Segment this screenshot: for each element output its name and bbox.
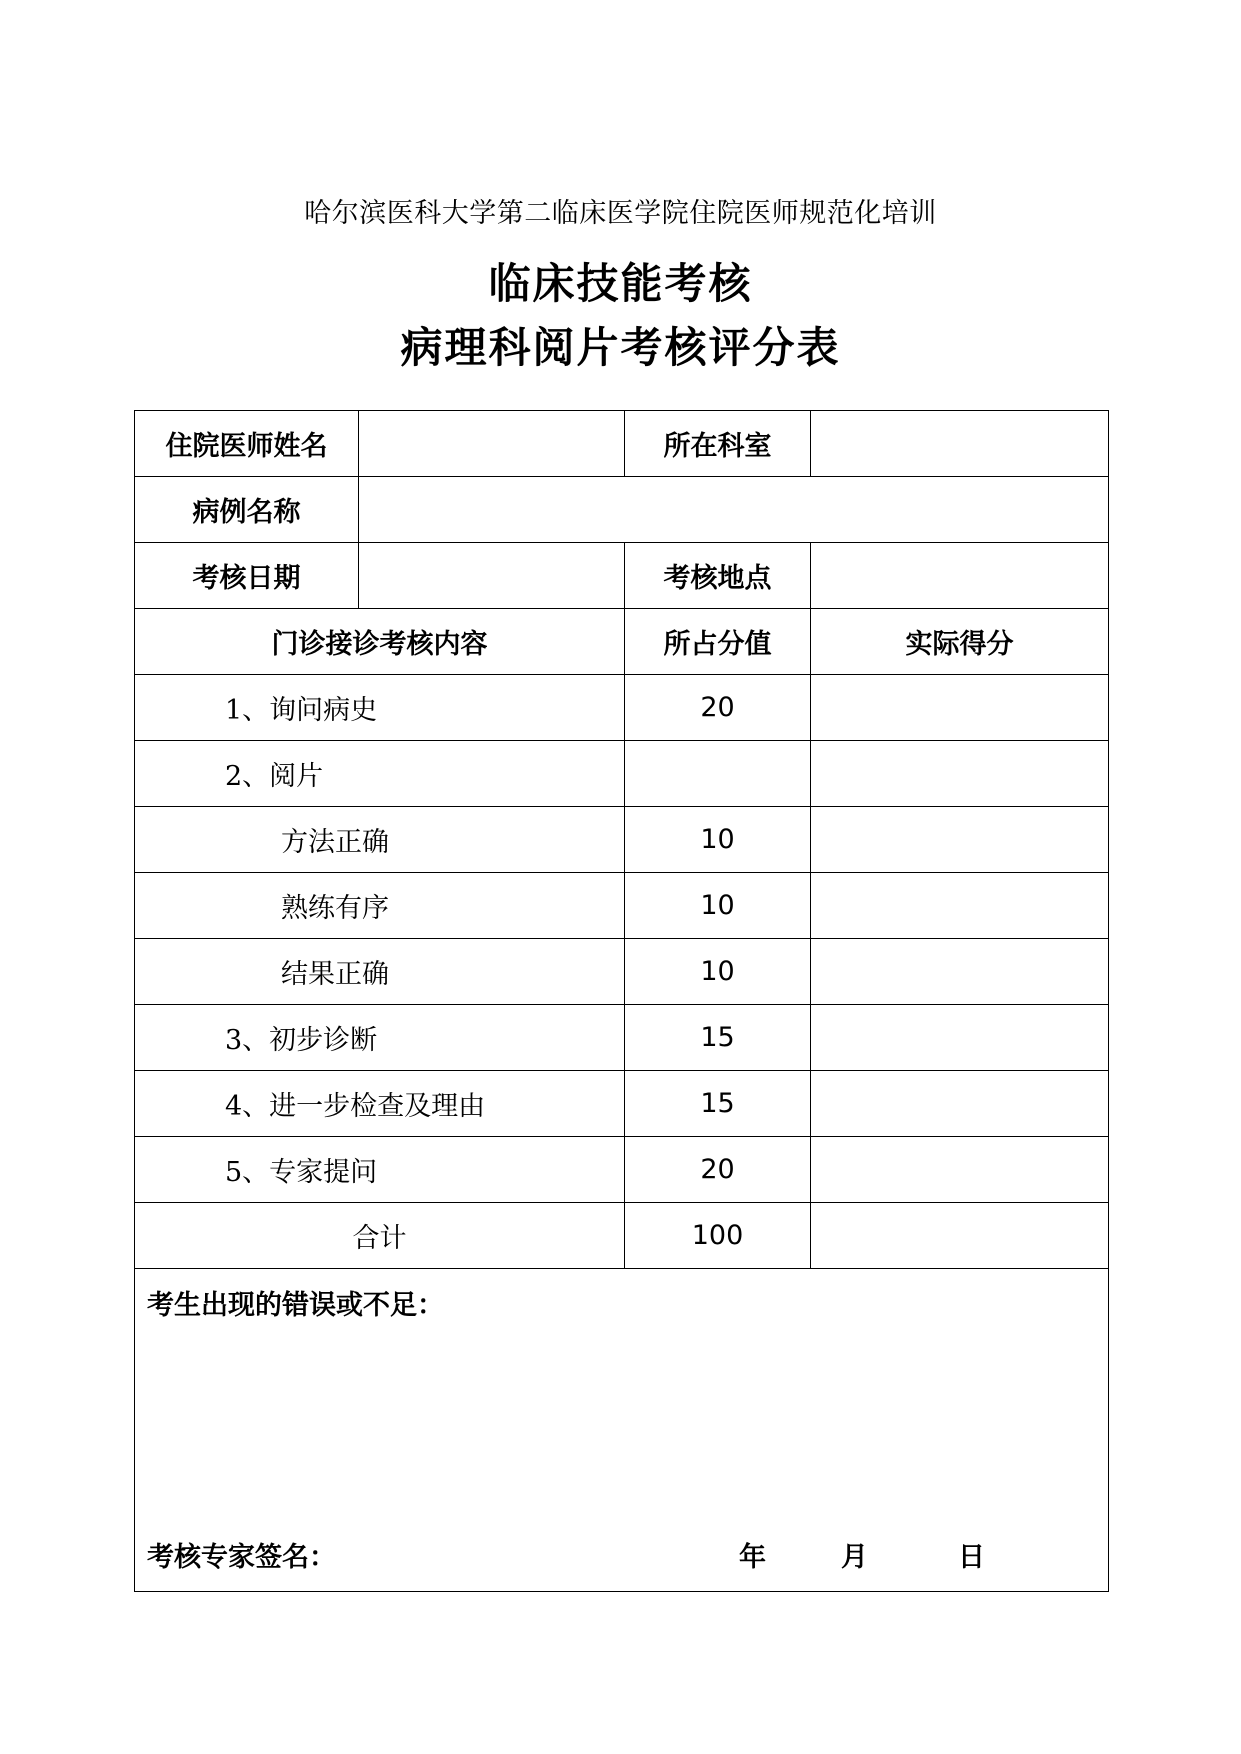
- points-header: 所占分值: [625, 609, 811, 675]
- exam-date-label: 考核日期: [135, 543, 359, 609]
- department-field[interactable]: [811, 411, 1109, 477]
- case-name-label: 病例名称: [135, 477, 359, 543]
- item-score-field[interactable]: [811, 1005, 1109, 1071]
- item-score-field[interactable]: [811, 939, 1109, 1005]
- table-header-row: [135, 609, 1109, 675]
- year-label: 年: [739, 1542, 766, 1573]
- case-row: [135, 477, 1109, 543]
- item-label: 2、阅片: [135, 741, 625, 807]
- total-score-field[interactable]: [811, 1203, 1109, 1269]
- total-row: [135, 1203, 1109, 1269]
- table-row: [135, 741, 1109, 807]
- item-label: 方法正确: [135, 807, 625, 873]
- errors-label: 考生出现的错误或不足：: [147, 1290, 444, 1321]
- month-label: 月: [841, 1542, 868, 1573]
- exam-row: [135, 543, 1109, 609]
- table-row: [135, 1071, 1109, 1137]
- scoring-table: [134, 410, 1109, 1592]
- item-points: 15: [625, 1071, 811, 1137]
- item-label: 5、专家提问: [135, 1137, 625, 1203]
- department-label: 所在科室: [625, 411, 811, 477]
- item-score-field[interactable]: [811, 675, 1109, 741]
- content-header: 门诊接诊考核内容: [135, 609, 625, 675]
- exam-date-field[interactable]: [359, 543, 625, 609]
- table-row: [135, 675, 1109, 741]
- item-score-field[interactable]: [811, 1071, 1109, 1137]
- table-row: [135, 1005, 1109, 1071]
- table-row: [135, 1137, 1109, 1203]
- resident-name-field[interactable]: [359, 411, 625, 477]
- resident-row: [135, 411, 1109, 477]
- form-title: 病理科阅片考核评分表: [400, 323, 841, 372]
- resident-name-label: 住院医师姓名: [135, 411, 359, 477]
- item-points: 20: [625, 1137, 811, 1203]
- table-row: [135, 873, 1109, 939]
- item-points: 10: [625, 939, 811, 1005]
- table-row: [135, 939, 1109, 1005]
- table-row: [135, 807, 1109, 873]
- page-title: 临床技能考核: [488, 259, 753, 308]
- item-label: 3、初步诊断: [135, 1005, 625, 1071]
- item-score-field[interactable]: [811, 1137, 1109, 1203]
- item-score-field[interactable]: [811, 807, 1109, 873]
- item-points: 10: [625, 873, 811, 939]
- item-label: 结果正确: [135, 939, 625, 1005]
- item-label: 4、进一步检查及理由: [135, 1071, 625, 1137]
- item-label: 1、询问病史: [135, 675, 625, 741]
- exam-location-field[interactable]: [811, 543, 1109, 609]
- institution-subtitle: 哈尔滨医科大学第二临床医学院住院医师规范化培训: [304, 198, 937, 229]
- case-name-field[interactable]: [359, 477, 1109, 543]
- notes-row: [135, 1269, 1109, 1592]
- item-score-field[interactable]: [811, 873, 1109, 939]
- notes-area[interactable]: [135, 1269, 1109, 1592]
- actual-score-header: 实际得分: [811, 609, 1109, 675]
- item-points: [625, 741, 811, 807]
- item-label: 熟练有序: [135, 873, 625, 939]
- total-points: 100: [625, 1203, 811, 1269]
- item-points: 20: [625, 675, 811, 741]
- total-label: 合计: [135, 1203, 625, 1269]
- day-label: 日: [958, 1542, 985, 1573]
- item-points: 10: [625, 807, 811, 873]
- item-points: 15: [625, 1005, 811, 1071]
- exam-location-label: 考核地点: [625, 543, 811, 609]
- item-score-field[interactable]: [811, 741, 1109, 807]
- signature-label: 考核专家签名：: [147, 1542, 336, 1573]
